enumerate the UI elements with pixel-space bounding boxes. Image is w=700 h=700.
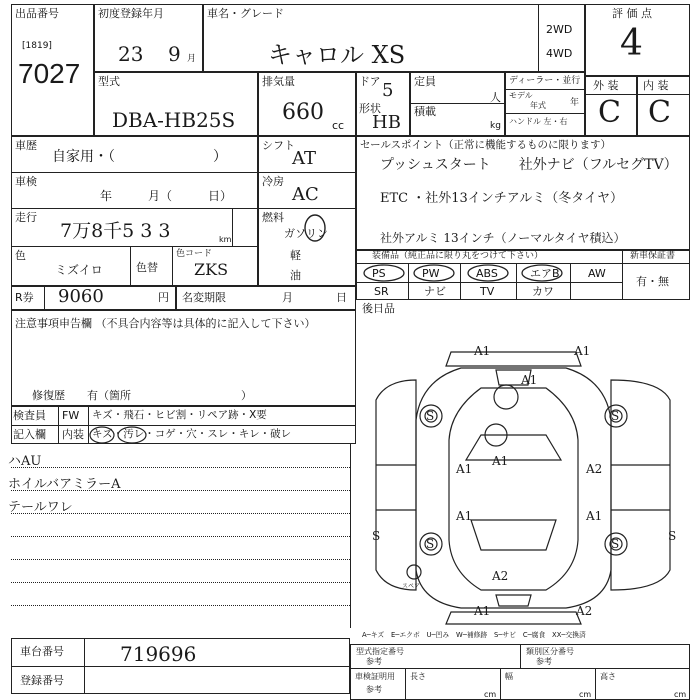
inspection-label: 車検 <box>15 175 37 188</box>
door-label: ドア <box>359 75 381 88</box>
mark-rear-left: A1 <box>474 604 491 618</box>
equip-abs: ABS <box>476 267 498 280</box>
mark-right-door-front: A2 <box>586 462 603 476</box>
equip-pw: PW <box>422 267 440 280</box>
mark-front-right: A1 <box>574 344 591 358</box>
height-label: 高さ <box>600 672 616 681</box>
drive-4wd: 4WD <box>546 47 573 60</box>
ac-value: AC <box>292 184 319 205</box>
mark-right-door-rear-1: A1 <box>586 509 603 523</box>
mark-side-l: S <box>372 529 381 543</box>
score-label: 評 価 点 <box>612 7 652 20</box>
inspector-label-1: 検査員 <box>13 409 46 422</box>
load-label: 積載 <box>414 105 436 118</box>
recycle-unit: 円 <box>158 291 169 304</box>
mark-wheel-rl: S <box>426 537 435 551</box>
fw-text: キズ・飛石・ヒビ割・リペア跡・X要 <box>92 409 267 421</box>
reg-year: 23 <box>118 42 144 66</box>
mark-rear-right: A2 <box>576 604 593 618</box>
name-value: キャロル XS <box>268 41 406 69</box>
equip-navi: ナビ <box>424 285 446 298</box>
mark-roof: A1 <box>492 454 509 468</box>
recycle-value: 9060 <box>58 286 104 307</box>
interior-label: 内 装 <box>643 79 669 92</box>
mark-rear: A2 <box>492 569 509 583</box>
mark-wheel-rr: S <box>611 537 620 551</box>
load-unit: kg <box>490 121 501 131</box>
height-unit: cm <box>674 690 687 699</box>
model-year-label: モデル <box>509 91 533 100</box>
length-label: 長さ <box>410 672 426 681</box>
cert-label-1: 型式指定番号 <box>356 647 404 656</box>
drive-2wd: 2WD <box>546 23 573 36</box>
reg-label: 初度登録年月 <box>98 7 164 20</box>
color-code-label: 色コード <box>176 249 213 259</box>
color-code-value: ZKS <box>194 260 229 279</box>
mileage-unit: km <box>219 235 232 244</box>
capacity-unit: 人 <box>490 91 501 104</box>
car-damage-diagram <box>356 340 690 630</box>
history-value: 自家用・（ ） <box>52 149 227 165</box>
mark-side-r: S <box>668 529 677 543</box>
handle-label: ハンドル 左・右 <box>509 117 568 126</box>
equip-leather: カワ <box>532 285 554 298</box>
fuel-light: 軽 <box>290 249 301 262</box>
model-value: DBA-HB25S <box>112 108 236 132</box>
disp-label: 排気量 <box>262 75 295 88</box>
car-cert-sub: 参考 <box>366 685 382 694</box>
selling-point-1: プッシュスタート 社外ナビ（フルセグTV） <box>380 157 678 173</box>
color-value: ミズイロ <box>55 263 103 277</box>
spare-label: スペア <box>402 583 421 590</box>
fuel-gas: ガソリン <box>284 227 328 240</box>
car-cert-label: 車検証明用 <box>355 672 395 681</box>
mark-wheel-fl: S <box>426 409 435 423</box>
int-text: キズ・汚レ・コゲ・穴・スレ・キレ・破レ <box>92 428 292 440</box>
remark-2: ホイルバアミラーA <box>8 477 121 492</box>
cert-sub-2: 参考 <box>536 657 552 666</box>
equip-airbag: エアB <box>530 267 560 280</box>
remark-3: テールワレ <box>8 500 73 515</box>
recycle-label: R券 <box>15 291 34 304</box>
equip-aw: AW <box>588 267 606 280</box>
deadline-day: 日 <box>336 291 347 304</box>
mark-left-door-front: A1 <box>456 462 473 476</box>
length-unit: cm <box>484 690 497 699</box>
shift-label: シフト <box>262 139 295 152</box>
selling-point-2: ETC ・社外13インチアルミ（冬タイヤ） <box>380 191 624 206</box>
fuel-circle-mark <box>300 212 330 246</box>
door-value: 5 <box>382 80 394 101</box>
inspector-label-2: 記入欄 <box>13 428 46 441</box>
remark-1: ハAU <box>8 454 42 469</box>
selling-points-title: セールスポイント（正常に機能するものに限ります） <box>360 139 612 151</box>
cert-label-2: 類別区分番号 <box>526 647 574 656</box>
exterior-value: C <box>598 95 621 130</box>
notes-title: 注意事項申告欄 （不具合内容等は具体的に記入して下さい） <box>15 317 316 330</box>
mileage-label: 走行 <box>15 211 37 224</box>
interior-circles <box>88 425 158 444</box>
fw-label: FW <box>62 409 80 422</box>
lot-sub: [1819] <box>22 41 52 51</box>
int-label: 内装 <box>62 428 84 441</box>
color-label: 色 <box>15 249 26 262</box>
chassis-value: 719696 <box>120 642 197 666</box>
chassis-label: 車台番号 <box>20 645 64 658</box>
mark-front-left: A1 <box>474 344 491 358</box>
shape-value: HB <box>372 112 401 133</box>
equipment-title: 装備品（純正品に限り丸をつけて下さい） <box>372 251 544 261</box>
warranty-label: 新車保証書 <box>630 251 676 261</box>
lot-number: 7027 <box>18 58 81 89</box>
dealer-label: ディーラー・並行 <box>509 76 581 86</box>
disp-unit: cc <box>332 119 345 132</box>
deadline-label: 名変期限 <box>182 291 226 304</box>
cert-sub-1: 参考 <box>366 657 382 666</box>
mark-wheel-fr: S <box>611 409 620 423</box>
history-label: 車歴 <box>15 139 37 152</box>
equip-sr: SR <box>374 285 389 298</box>
width-unit: cm <box>579 690 592 699</box>
registration-label: 登録番号 <box>20 674 64 687</box>
fuel-oil: 油 <box>290 269 301 282</box>
repair-text: 修復歴 有（箇所 ） <box>32 389 252 402</box>
selling-point-3: 社外アルミ 13インチ（ノーマルタイヤ積込） <box>380 231 626 245</box>
model-year-sub: 年式 <box>530 101 546 110</box>
mark-left-door-rear: A1 <box>456 509 473 523</box>
warranty-value: 有・無 <box>636 275 669 288</box>
mark-hood: A1 <box>521 373 538 387</box>
equip-ps: PS <box>372 267 386 280</box>
shape-label: 形状 <box>359 102 381 115</box>
model-year-unit: 年 <box>570 98 580 108</box>
equip-tv: TV <box>480 285 495 298</box>
disp-value: 660 <box>282 100 324 125</box>
exterior-label: 外 装 <box>593 79 619 92</box>
inspection-text: 年 月（ 日） <box>100 189 233 203</box>
damage-legend: A─キズ E─エクボ U─凹み W─補修跡 S─サビ C─腐食 XX─交換済 <box>362 631 586 639</box>
after-date-label: 後日品 <box>362 302 395 315</box>
fuel-label: 燃料 <box>262 211 284 224</box>
capacity-label: 定員 <box>414 75 436 88</box>
color-change-label: 色替 <box>136 261 158 274</box>
shift-value: AT <box>292 148 317 169</box>
ac-label: 冷房 <box>262 175 284 188</box>
reg-month-unit: 月 <box>187 54 197 64</box>
reg-month: 9 <box>168 42 181 66</box>
lot-label: 出品番号 <box>15 7 59 20</box>
width-label: 幅 <box>505 672 513 681</box>
deadline-month: 月 <box>282 291 293 304</box>
equipment-circles <box>356 263 622 283</box>
interior-value: C <box>648 95 671 130</box>
mileage-value: 7万8千5 3 3 <box>60 220 171 242</box>
model-label: 型式 <box>98 75 120 88</box>
score-value: 4 <box>620 23 643 64</box>
name-label: 車名・グレード <box>207 7 284 20</box>
